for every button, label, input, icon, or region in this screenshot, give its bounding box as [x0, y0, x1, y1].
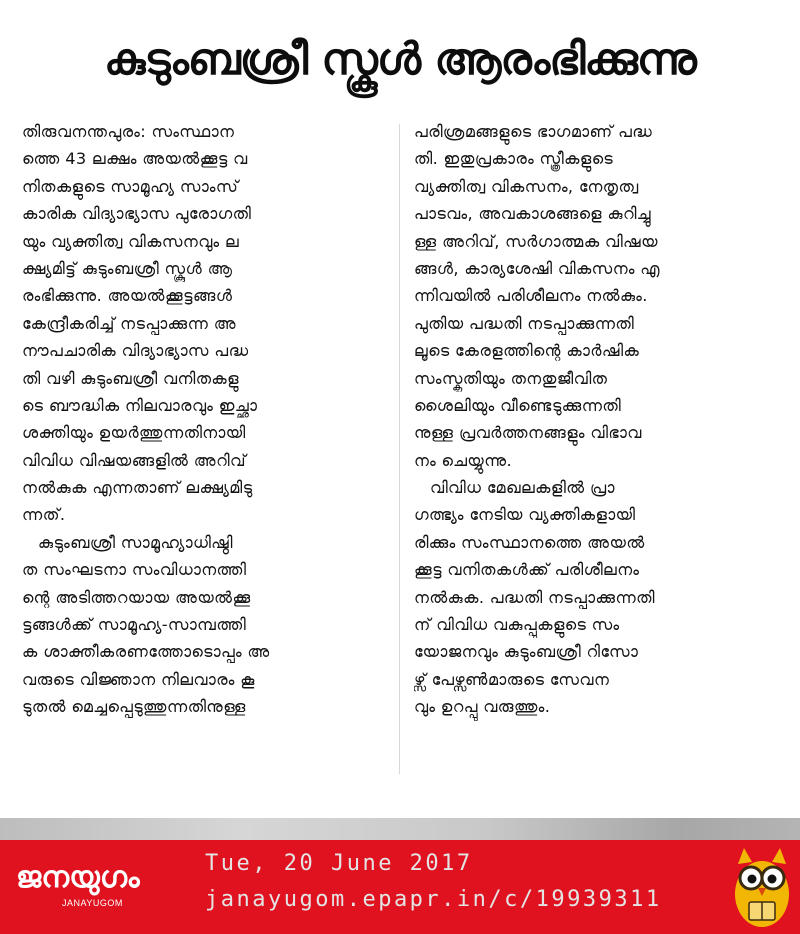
article-line: ടുതൽ മെച്ചപ്പെടുത്തുന്നതിനുള്ള — [22, 697, 246, 717]
article-line: രിക്കും സംസ്ഥാനത്തെ അയൽ — [414, 532, 645, 552]
article-column-right — [414, 118, 776, 788]
article-line: തി. ഇതുപ്രകാരം സ്ത്രീകളുടെ — [414, 149, 614, 169]
article-line: പാടവം, അവകാശങ്ങളെ കുറിച്ചു — [414, 204, 652, 224]
article-line: തിരുവനന്തപുരം: സംസ്ഥാന — [22, 122, 235, 141]
article-line: ലൂടെ കേരളത്തിന്റെ കാർഷിക — [414, 341, 640, 361]
date-url-stamp — [205, 846, 662, 918]
article-line: ക ശാക്തീകരണത്തോടൊപ്പം അ — [22, 642, 270, 662]
epaper-url[interactable]: janayugom.epapr.in/c/19939311 — [205, 887, 662, 912]
article-line: ശക്തിയും ഉയർത്തുന്നതിനായി — [22, 423, 246, 443]
article-line: യും വ്യക്തിത്വ വികസനവും ല — [22, 231, 240, 251]
article-line: ങ്ങൾ, കാര്യശേഷി വികസനം എ — [414, 258, 661, 278]
article-line: വിവിധ വിഷയങ്ങളിൽ അറിവ് — [22, 450, 246, 470]
article-line: പുതിയ പദ്ധതി നടപ്പാക്കുന്നതി — [414, 313, 635, 333]
article-line: വിവിധ മേഖലകളിൽ പ്രാ — [430, 478, 615, 498]
owl-mascot-icon — [730, 842, 794, 930]
article-line: നൽകുക. പദ്ധതി നടപ്പാക്കുന്നതി — [414, 587, 655, 607]
article-body — [22, 118, 774, 788]
article-line: ക്കൂട്ട വനിതകൾക്ക് പരിശീലനം — [414, 560, 640, 580]
article-line: തി വഴി കുടുംബശ്രീ വനിതകളു — [22, 368, 240, 388]
article-line: നൗപചാരിക വിദ്യാഭ്യാസ പദ്ധ — [22, 341, 249, 361]
article-line: ത സംഘടനാ സംവിധാനത്തി — [22, 560, 247, 580]
article-line: കാരിക വിദ്യാഭ്യാസ പുരോഗതി — [22, 204, 252, 224]
article-line: നം ചെയ്യുന്നു. — [414, 450, 512, 470]
article-line: വരുടെ വിജ്ഞാന നിലവാരം കൂ — [22, 669, 255, 689]
article-line: ക്ഷ്യമിട്ട് കുടുംബശ്രീ സ്കൂൾ ആ — [22, 258, 233, 278]
brand-name: ജനയുഗം — [16, 860, 140, 895]
article-line: നുള്ള പ്രവർത്തനങ്ങളും വിഭാവ — [414, 423, 642, 443]
article-line: സംസ്കൃതിയും തനതുജീവിത — [414, 368, 608, 388]
article-line: വ്യക്തിത്വ വികസനം, നേതൃത്വ — [414, 176, 639, 196]
article-line: നിതകളുടെ സാമൂഹ്യ സാംസ് — [22, 176, 239, 196]
article-line: വും ഉറപ്പു വരുത്തും. — [414, 697, 551, 717]
epaper-footer — [0, 840, 800, 934]
article-line: യോജനവും കുടുംബശ്രീ റിസോ — [414, 642, 639, 662]
article-line: ന്നിവയിൽ പരിശീലനം നൽകും. — [414, 286, 648, 306]
article-line: നൽകുക എന്നതാണ് ലക്ഷ്യമിടു — [22, 478, 253, 498]
article-line: ഗത്ഭ്യം നേടിയ വ്യക്തികളായി — [414, 505, 636, 525]
publish-date: Tue, 20 June 2017 — [205, 851, 473, 876]
article-line: പരിശ്രമങ്ങളുടെ ഭാഗമാണ് പദ്ധ — [414, 122, 653, 141]
brand-logo[interactable] — [16, 858, 196, 918]
brand-subtitle: JANAYUGOM — [62, 898, 123, 908]
article-line: ന്റെ അടിത്തറയായ അയൽക്കൂ — [22, 587, 251, 607]
article-line: ശൈലിയും വീണ്ടെടുക്കുന്നതി — [414, 395, 622, 415]
article-line: ടെ ബൗദ്ധിക നിലവാരവും ഇച്ഛാ — [22, 395, 258, 415]
article-line: ള്ള അറിവ്, സർഗാത്മക വിഷയ — [414, 231, 658, 251]
column-divider — [399, 124, 400, 774]
article-line: രംഭിക്കുന്നു. അയൽക്കൂട്ടങ്ങൾ — [22, 286, 233, 306]
article-line: ത്തെ 43 ലക്ഷം അയൽക്കൂട്ട വ — [22, 149, 248, 169]
article-line: ന് വിവിധ വകുപ്പുകളുടെ സം — [414, 615, 620, 635]
article-line: കുടുംബശ്രീ സാമൂഹ്യാധിഷ്ഠി — [38, 532, 233, 552]
article-line: ഴ്സ് പേഴ്സൺമാരുടെ സേവന — [414, 669, 610, 689]
article-line: ട്ടങ്ങൾക്ക് സാമൂഹ്യ-സാമ്പത്തി — [22, 615, 247, 635]
article-line: ന്നത്. — [22, 505, 66, 525]
article-column-left — [22, 118, 384, 788]
photo-strip — [0, 818, 800, 840]
headline: കുടുംബശ്രീ സ്കൂൾ ആരംഭിക്കുന്നു — [104, 34, 696, 85]
article-line: കേന്ദ്രീകരിച്ച് നടപ്പാക്കുന്ന അ — [22, 313, 237, 333]
